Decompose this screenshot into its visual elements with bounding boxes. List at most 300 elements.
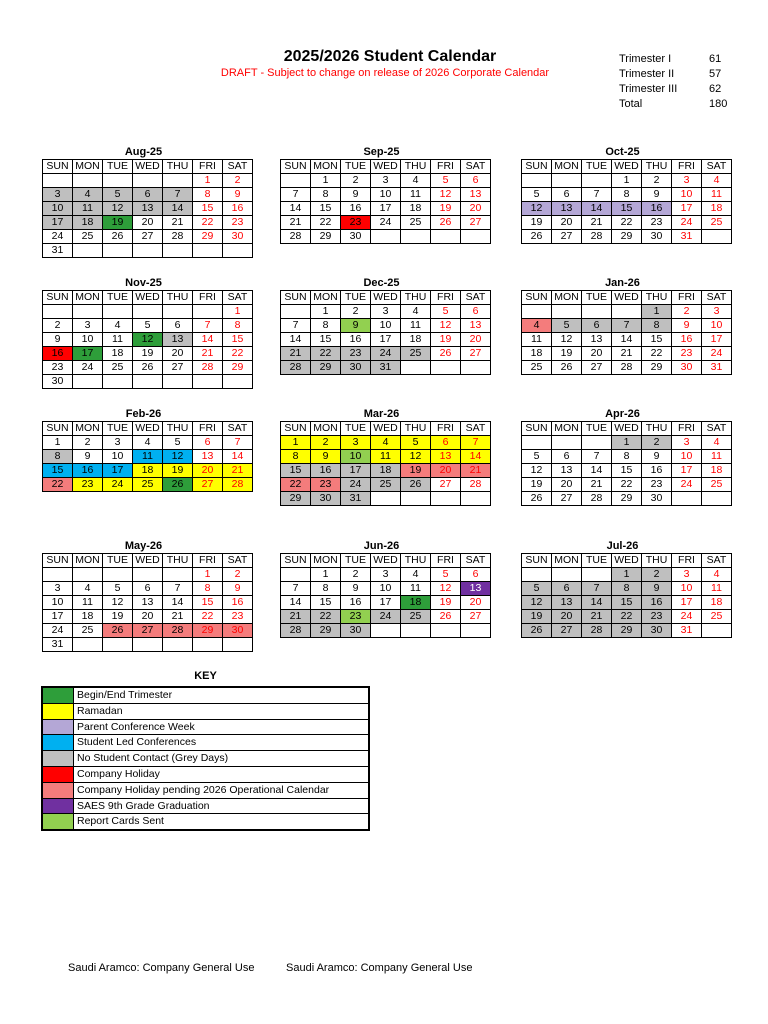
day-cell: 25 [133, 478, 163, 492]
day-cell: 14 [281, 596, 311, 610]
legend-swatch [43, 767, 74, 782]
day-cell: 27 [461, 347, 491, 361]
empty-cell [103, 244, 133, 258]
day-cell: 7 [582, 450, 612, 464]
empty-cell [103, 638, 133, 652]
weekday-header: THU [401, 291, 431, 305]
weekday-header: TUE [341, 160, 371, 174]
month-title: Jun-26 [363, 540, 400, 552]
weekday-header: WED [371, 554, 401, 568]
day-cell: 18 [103, 347, 133, 361]
day-cell: 12 [522, 202, 552, 216]
day-cell: 23 [642, 478, 672, 492]
day-cell: 10 [103, 450, 133, 464]
day-cell: 4 [401, 568, 431, 582]
legend-label: Report Cards Sent [77, 815, 164, 828]
day-cell: 27 [552, 624, 582, 638]
day-cell: 18 [702, 464, 732, 478]
day-cell: 3 [371, 568, 401, 582]
day-cell: 15 [281, 464, 311, 478]
day-cell: 24 [672, 610, 702, 624]
day-cell: 24 [672, 216, 702, 230]
day-cell: 29 [612, 230, 642, 244]
day-cell: 26 [401, 478, 431, 492]
day-cell: 13 [133, 202, 163, 216]
day-cell: 15 [612, 464, 642, 478]
day-cell: 13 [461, 582, 491, 596]
day-cell: 26 [522, 624, 552, 638]
day-cell: 19 [401, 464, 431, 478]
legend-key [41, 686, 370, 831]
day-cell: 14 [163, 202, 193, 216]
day-cell: 7 [582, 582, 612, 596]
day-cell: 21 [223, 464, 253, 478]
day-cell: 18 [401, 596, 431, 610]
day-cell: 23 [341, 216, 371, 230]
weekday-header: THU [163, 160, 193, 174]
day-cell: 8 [612, 582, 642, 596]
empty-cell [552, 174, 582, 188]
day-cell: 19 [522, 478, 552, 492]
month-title: Jan-26 [605, 277, 640, 289]
empty-cell [163, 174, 193, 188]
legend-label: Parent Conference Week [77, 720, 195, 733]
day-cell: 20 [582, 347, 612, 361]
day-cell: 31 [43, 638, 73, 652]
day-cell: 21 [193, 347, 223, 361]
day-cell: 22 [642, 347, 672, 361]
day-cell: 2 [223, 174, 253, 188]
weekday-header: SUN [281, 554, 311, 568]
day-cell: 10 [672, 582, 702, 596]
day-cell: 18 [371, 464, 401, 478]
day-cell: 1 [612, 568, 642, 582]
month-title: Jul-26 [606, 540, 639, 552]
empty-cell [582, 174, 612, 188]
empty-cell [223, 375, 253, 389]
month-grid [42, 553, 253, 652]
day-cell: 25 [401, 347, 431, 361]
month-grid [521, 553, 732, 638]
empty-cell [672, 492, 702, 506]
day-cell: 28 [281, 230, 311, 244]
day-cell: 2 [73, 436, 103, 450]
day-cell: 2 [311, 436, 341, 450]
day-cell: 29 [193, 230, 223, 244]
day-cell: 11 [702, 188, 732, 202]
day-cell: 15 [223, 333, 253, 347]
day-cell: 6 [133, 188, 163, 202]
weekday-header: SAT [223, 291, 253, 305]
legend-swatch [43, 735, 74, 750]
weekday-header: SUN [281, 422, 311, 436]
day-cell: 31 [672, 230, 702, 244]
day-cell: 18 [702, 202, 732, 216]
day-cell: 24 [341, 478, 371, 492]
day-cell: 12 [103, 596, 133, 610]
day-cell: 10 [43, 202, 73, 216]
month-grid [280, 421, 491, 506]
day-cell: 12 [401, 450, 431, 464]
day-cell: 17 [371, 202, 401, 216]
summary-label: Trimester III [619, 83, 678, 95]
month-title: Feb-26 [125, 408, 162, 420]
empty-cell [223, 638, 253, 652]
day-cell: 6 [163, 319, 193, 333]
day-cell: 10 [371, 582, 401, 596]
day-cell: 24 [73, 361, 103, 375]
day-cell: 29 [311, 624, 341, 638]
day-cell: 16 [642, 464, 672, 478]
day-cell: 3 [702, 305, 732, 319]
day-cell: 13 [193, 450, 223, 464]
empty-cell [522, 305, 552, 319]
month-calendar [521, 408, 727, 506]
day-cell: 27 [461, 610, 491, 624]
day-cell: 7 [163, 582, 193, 596]
day-cell: 5 [103, 188, 133, 202]
weekday-header: SAT [223, 160, 253, 174]
day-cell: 27 [133, 624, 163, 638]
weekday-header: FRI [193, 160, 223, 174]
day-cell: 21 [612, 347, 642, 361]
day-cell: 18 [133, 464, 163, 478]
day-cell: 29 [642, 361, 672, 375]
month-grid [521, 290, 732, 375]
day-cell: 1 [612, 174, 642, 188]
month-calendar [280, 540, 486, 638]
day-cell: 17 [43, 610, 73, 624]
day-cell: 30 [43, 375, 73, 389]
day-cell: 4 [702, 568, 732, 582]
weekday-header: MON [73, 291, 103, 305]
weekday-header: FRI [193, 291, 223, 305]
day-cell: 22 [311, 347, 341, 361]
summary-row [619, 97, 749, 112]
empty-cell [371, 230, 401, 244]
weekday-header: TUE [341, 554, 371, 568]
day-cell: 21 [163, 216, 193, 230]
day-cell: 22 [311, 216, 341, 230]
day-cell: 16 [341, 333, 371, 347]
legend-row [43, 751, 368, 767]
day-cell: 16 [311, 464, 341, 478]
day-cell: 23 [223, 216, 253, 230]
day-cell: 19 [552, 347, 582, 361]
day-cell: 25 [371, 478, 401, 492]
day-cell: 17 [672, 464, 702, 478]
day-cell: 25 [401, 216, 431, 230]
footer-classification: Saudi Aramco: Company General Use [68, 962, 255, 974]
weekday-header: SUN [43, 554, 73, 568]
day-cell: 24 [371, 610, 401, 624]
day-cell: 2 [341, 174, 371, 188]
day-cell: 10 [672, 450, 702, 464]
day-cell: 13 [163, 333, 193, 347]
weekday-header: FRI [672, 160, 702, 174]
day-cell: 11 [371, 450, 401, 464]
day-cell: 14 [582, 464, 612, 478]
day-cell: 31 [43, 244, 73, 258]
day-cell: 26 [522, 230, 552, 244]
day-cell: 7 [281, 319, 311, 333]
weekday-header: SUN [522, 160, 552, 174]
empty-cell [133, 568, 163, 582]
day-cell: 4 [371, 436, 401, 450]
day-cell: 22 [281, 478, 311, 492]
day-cell: 21 [281, 347, 311, 361]
empty-cell [401, 492, 431, 506]
summary-value: 61 [709, 53, 722, 65]
empty-cell [73, 638, 103, 652]
day-cell: 14 [163, 596, 193, 610]
day-cell: 20 [552, 478, 582, 492]
day-cell: 20 [193, 464, 223, 478]
legend-label: Student Led Conferences [77, 736, 197, 749]
day-cell: 10 [371, 188, 401, 202]
day-cell: 16 [642, 596, 672, 610]
day-cell: 25 [401, 610, 431, 624]
day-cell: 12 [522, 596, 552, 610]
weekday-header: SAT [223, 554, 253, 568]
day-cell: 11 [522, 333, 552, 347]
weekday-header: THU [642, 554, 672, 568]
empty-cell [522, 174, 552, 188]
summary-value: 180 [709, 98, 728, 110]
empty-cell [702, 230, 732, 244]
empty-cell [281, 568, 311, 582]
empty-cell [582, 305, 612, 319]
weekday-header: THU [642, 160, 672, 174]
day-cell: 3 [672, 568, 702, 582]
month-title: Mar-26 [363, 408, 400, 420]
weekday-header: SAT [702, 291, 732, 305]
weekday-header: SAT [702, 422, 732, 436]
day-cell: 27 [552, 492, 582, 506]
weekday-header: MON [311, 422, 341, 436]
weekday-header: WED [371, 160, 401, 174]
day-cell: 26 [431, 610, 461, 624]
day-cell: 1 [43, 436, 73, 450]
weekday-header: WED [133, 554, 163, 568]
day-cell: 3 [672, 436, 702, 450]
weekday-header: FRI [193, 422, 223, 436]
day-cell: 8 [281, 450, 311, 464]
day-cell: 26 [103, 624, 133, 638]
day-cell: 9 [642, 582, 672, 596]
day-cell: 28 [461, 478, 491, 492]
day-cell: 5 [431, 568, 461, 582]
day-cell: 26 [431, 347, 461, 361]
empty-cell [223, 244, 253, 258]
month-calendar [521, 540, 727, 638]
day-cell: 16 [223, 596, 253, 610]
empty-cell [103, 375, 133, 389]
day-cell: 12 [431, 319, 461, 333]
day-cell: 14 [582, 202, 612, 216]
day-cell: 9 [642, 188, 672, 202]
day-cell: 3 [73, 319, 103, 333]
empty-cell [552, 436, 582, 450]
legend-row [43, 814, 368, 829]
day-cell: 20 [552, 216, 582, 230]
month-grid [521, 421, 732, 506]
weekday-header: TUE [103, 554, 133, 568]
day-cell: 12 [103, 202, 133, 216]
day-cell: 17 [371, 596, 401, 610]
draft-notice: DRAFT - Subject to change on release of 2026 Corporate Calendar [220, 67, 550, 79]
empty-cell [461, 230, 491, 244]
day-cell: 26 [522, 492, 552, 506]
weekday-header: SAT [461, 160, 491, 174]
day-cell: 23 [341, 347, 371, 361]
month-calendar [521, 146, 727, 244]
day-cell: 5 [431, 305, 461, 319]
legend-row [43, 799, 368, 815]
weekday-header: TUE [341, 422, 371, 436]
day-cell: 16 [43, 347, 73, 361]
day-cell: 14 [281, 333, 311, 347]
empty-cell [163, 244, 193, 258]
day-cell: 11 [702, 582, 732, 596]
weekday-header: TUE [103, 291, 133, 305]
weekday-header: SUN [522, 291, 552, 305]
day-cell: 28 [193, 361, 223, 375]
month-grid [42, 290, 253, 389]
day-cell: 24 [43, 230, 73, 244]
day-cell: 19 [522, 216, 552, 230]
month-title: Nov-25 [125, 277, 162, 289]
empty-cell [163, 375, 193, 389]
legend-swatch [43, 814, 74, 829]
weekday-header: THU [401, 554, 431, 568]
day-cell: 3 [371, 174, 401, 188]
month-calendar [280, 146, 486, 244]
day-cell: 15 [311, 333, 341, 347]
key-title: KEY [194, 670, 217, 682]
day-cell: 11 [401, 582, 431, 596]
day-cell: 4 [702, 174, 732, 188]
legend-row [43, 767, 368, 783]
day-cell: 5 [133, 319, 163, 333]
empty-cell [401, 624, 431, 638]
month-calendar [280, 408, 486, 506]
day-cell: 15 [612, 202, 642, 216]
weekday-header: TUE [582, 160, 612, 174]
day-cell: 4 [133, 436, 163, 450]
day-cell: 9 [43, 333, 73, 347]
weekday-header: MON [73, 160, 103, 174]
day-cell: 11 [401, 188, 431, 202]
day-cell: 2 [642, 436, 672, 450]
day-cell: 27 [163, 361, 193, 375]
empty-cell [281, 305, 311, 319]
day-cell: 20 [461, 596, 491, 610]
day-cell: 28 [612, 361, 642, 375]
weekday-header: THU [401, 422, 431, 436]
day-cell: 19 [431, 333, 461, 347]
empty-cell [702, 624, 732, 638]
weekday-header: FRI [431, 554, 461, 568]
day-cell: 16 [672, 333, 702, 347]
day-cell: 29 [311, 230, 341, 244]
day-cell: 1 [311, 305, 341, 319]
empty-cell [522, 436, 552, 450]
day-cell: 24 [672, 478, 702, 492]
empty-cell [461, 361, 491, 375]
empty-cell [133, 375, 163, 389]
summary-row [619, 82, 749, 97]
day-cell: 4 [73, 582, 103, 596]
day-cell: 30 [642, 624, 672, 638]
empty-cell [193, 305, 223, 319]
weekday-header: THU [401, 160, 431, 174]
day-cell: 30 [341, 230, 371, 244]
empty-cell [461, 492, 491, 506]
day-cell: 8 [311, 319, 341, 333]
month-grid [42, 159, 253, 258]
weekday-header: TUE [341, 291, 371, 305]
summary-label: Trimester I [619, 53, 672, 65]
day-cell: 14 [193, 333, 223, 347]
day-cell: 16 [341, 596, 371, 610]
weekday-header: SUN [522, 554, 552, 568]
day-cell: 16 [341, 202, 371, 216]
day-cell: 7 [223, 436, 253, 450]
empty-cell [371, 492, 401, 506]
day-cell: 3 [43, 582, 73, 596]
weekday-header: WED [612, 422, 642, 436]
weekday-header: MON [552, 160, 582, 174]
day-cell: 6 [133, 582, 163, 596]
day-cell: 28 [163, 230, 193, 244]
day-cell: 18 [401, 202, 431, 216]
day-cell: 6 [461, 568, 491, 582]
weekday-header: TUE [103, 422, 133, 436]
weekday-header: MON [73, 554, 103, 568]
empty-cell [702, 492, 732, 506]
month-grid [521, 159, 732, 244]
empty-cell [401, 230, 431, 244]
empty-cell [371, 624, 401, 638]
day-cell: 4 [103, 319, 133, 333]
empty-cell [73, 305, 103, 319]
day-cell: 6 [552, 188, 582, 202]
month-title: Aug-25 [124, 146, 163, 158]
empty-cell [163, 638, 193, 652]
day-cell: 2 [672, 305, 702, 319]
day-cell: 23 [73, 478, 103, 492]
day-cell: 24 [702, 347, 732, 361]
day-cell: 22 [43, 478, 73, 492]
empty-cell [193, 638, 223, 652]
day-cell: 22 [223, 347, 253, 361]
legend-label: No Student Contact (Grey Days) [77, 752, 229, 765]
day-cell: 5 [431, 174, 461, 188]
day-cell: 19 [431, 596, 461, 610]
day-cell: 15 [193, 596, 223, 610]
day-cell: 3 [672, 174, 702, 188]
legend-swatch [43, 783, 74, 798]
day-cell: 3 [341, 436, 371, 450]
month-grid [280, 159, 491, 244]
weekday-header: SAT [702, 160, 732, 174]
day-cell: 29 [311, 361, 341, 375]
day-cell: 13 [461, 319, 491, 333]
month-calendar [42, 277, 248, 389]
summary-row [619, 67, 749, 82]
day-cell: 10 [702, 319, 732, 333]
